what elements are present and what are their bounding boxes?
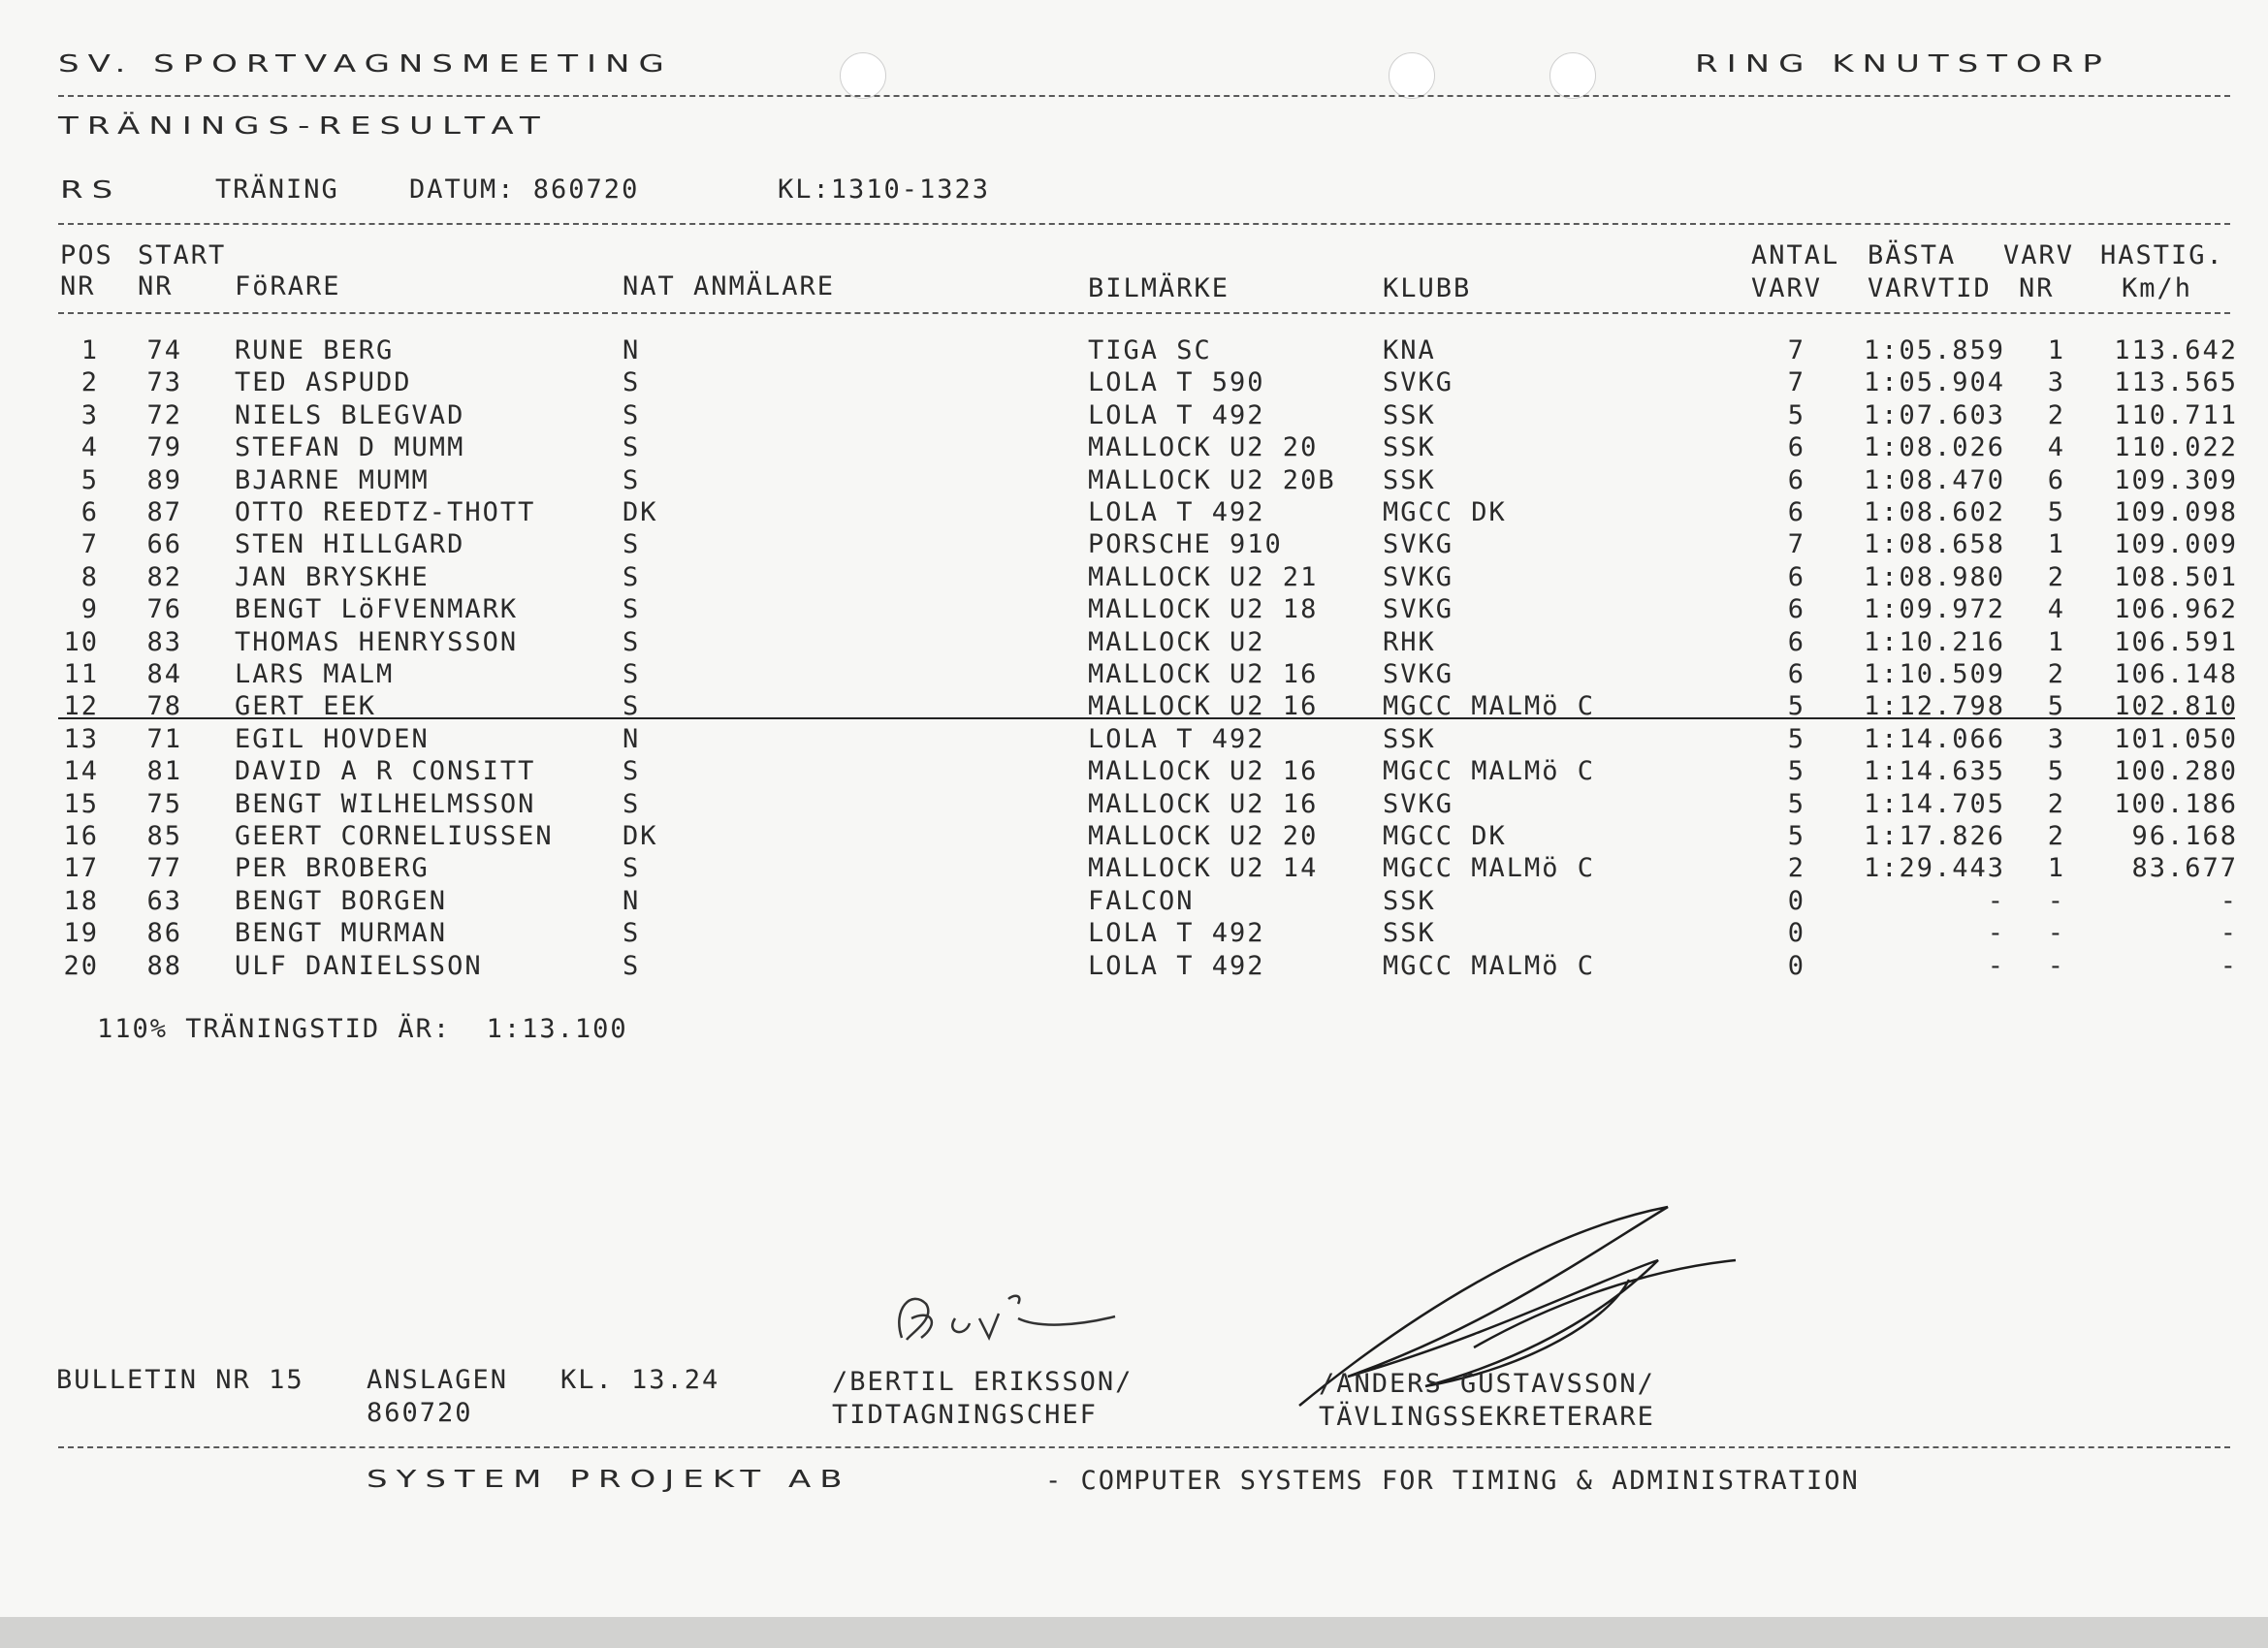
cell-driver: TED ASPUDD	[235, 367, 412, 398]
session-label: TRÄNING	[215, 174, 339, 205]
cell-laps: 5	[1787, 756, 1805, 787]
cell-nat: S	[623, 918, 641, 949]
col-laps-top: ANTAL	[1751, 240, 1840, 270]
cell-car: LOLA T 590	[1088, 367, 1265, 398]
table-row	[0, 885, 2268, 917]
cell-lap: -	[2047, 950, 2065, 981]
cell-pos: 9	[80, 594, 99, 625]
signer1-name: /BERTIL ERIKSSON/	[832, 1367, 1134, 1397]
cell-car: PORSCHE 910	[1088, 529, 1283, 560]
cell-laps: 6	[1787, 659, 1805, 689]
cell-speed: -	[2220, 950, 2238, 981]
cell-driver: THOMAS HENRYSSON	[235, 626, 519, 657]
posted-date: 860720	[367, 1398, 473, 1428]
cell-lap: 2	[2047, 659, 2065, 689]
cell-laps: 0	[1787, 918, 1805, 949]
cell-laps: 5	[1787, 691, 1805, 722]
time-label: KL:1310-1323	[778, 174, 991, 205]
cell-best: 1:08.980	[1863, 561, 2005, 592]
cell-best: -	[1987, 885, 2005, 916]
table-row	[0, 755, 2268, 787]
cell-club: SVKG	[1383, 367, 1454, 398]
cell-driver: STEFAN D MUMM	[235, 432, 465, 463]
cell-nat: S	[623, 594, 641, 625]
cell-start: 78	[146, 691, 182, 722]
table-row	[0, 366, 2268, 398]
table-row	[0, 528, 2268, 560]
cell-laps: 7	[1787, 367, 1805, 398]
cell-club: MGCC MALMö C	[1383, 756, 1596, 787]
cell-club: RHK	[1383, 626, 1436, 657]
cell-speed: 109.009	[2114, 529, 2238, 560]
cell-club: MGCC DK	[1383, 497, 1507, 527]
cell-nat: S	[623, 950, 641, 981]
cell-start: 66	[146, 529, 182, 560]
cell-driver: STEN HILLGARD	[235, 529, 465, 560]
scan-edge	[0, 1617, 2268, 1648]
divider	[58, 223, 2230, 225]
cell-driver: BJARNE MUMM	[235, 464, 430, 495]
cell-car: MALLOCK U2	[1088, 626, 1265, 657]
cell-laps: 2	[1787, 853, 1805, 884]
cell-nat: S	[623, 561, 641, 592]
cell-car: MALLOCK U2 21	[1088, 561, 1319, 592]
col-driver: FöRARE	[235, 271, 341, 301]
cell-laps: 6	[1787, 497, 1805, 527]
cell-lap: 5	[2047, 756, 2065, 787]
cell-laps: 6	[1787, 464, 1805, 495]
cell-nat: S	[623, 691, 641, 722]
cell-best: 1:09.972	[1863, 594, 2005, 625]
table-row	[0, 399, 2268, 431]
cell-club: SVKG	[1383, 594, 1454, 625]
cell-pos: 1	[80, 335, 99, 365]
cell-pos: 20	[63, 950, 99, 981]
bulletin-number: BULLETIN NR 15	[56, 1365, 304, 1395]
cell-speed: 83.677	[2131, 853, 2238, 884]
cell-nat: S	[623, 756, 641, 787]
cell-pos: 18	[63, 885, 99, 916]
cell-lap: 1	[2047, 626, 2065, 657]
cell-car: MALLOCK U2 18	[1088, 594, 1319, 625]
cell-start: 71	[146, 723, 182, 754]
cell-car: MALLOCK U2 20	[1088, 432, 1319, 463]
cell-club: SVKG	[1383, 529, 1454, 560]
cell-nat: S	[623, 788, 641, 819]
cell-club: SSK	[1383, 723, 1436, 754]
company-name: SYSTEM PROJEKT AB	[367, 1465, 851, 1494]
cell-start: 74	[146, 335, 182, 365]
cell-start: 73	[146, 367, 182, 398]
col-best-top: BÄSTA	[1868, 240, 1957, 270]
cell-driver: PER BROBERG	[235, 853, 430, 884]
divider	[58, 95, 2230, 97]
cell-speed: 109.098	[2114, 497, 2238, 527]
cell-pos: 14	[63, 756, 99, 787]
cell-best: 1:14.635	[1863, 756, 2005, 787]
col-speed-top: HASTIG.	[2100, 240, 2224, 270]
cell-club: SSK	[1383, 885, 1436, 916]
cell-car: MALLOCK U2 16	[1088, 756, 1319, 787]
cell-pos: 3	[80, 399, 99, 430]
col-club: KLUBB	[1383, 273, 1472, 303]
cell-club: SVKG	[1383, 659, 1454, 689]
cell-lap: 1	[2047, 853, 2065, 884]
table-row	[0, 561, 2268, 593]
date-label: DATUM: 860720	[409, 174, 640, 205]
cell-laps: 6	[1787, 561, 1805, 592]
cell-speed: 102.810	[2114, 691, 2238, 722]
cell-lap: -	[2047, 885, 2065, 916]
cell-start: 77	[146, 853, 182, 884]
cell-car: MALLOCK U2 20	[1088, 821, 1319, 851]
table-row	[0, 496, 2268, 528]
cell-start: 84	[146, 659, 182, 689]
cell-speed: 108.501	[2114, 561, 2238, 592]
cell-pos: 15	[63, 788, 99, 819]
cell-best: -	[1987, 918, 2005, 949]
cell-best: 1:10.216	[1863, 626, 2005, 657]
cell-laps: 5	[1787, 788, 1805, 819]
signer1-title: TIDTAGNINGSCHEF	[832, 1400, 1098, 1430]
cell-car: FALCON	[1088, 885, 1195, 916]
table-row	[0, 431, 2268, 463]
cell-best: 1:14.066	[1863, 723, 2005, 754]
cell-driver: DAVID A R CONSITT	[235, 756, 536, 787]
cell-car: LOLA T 492	[1088, 399, 1265, 430]
cell-lap: 4	[2047, 594, 2065, 625]
cell-speed: 96.168	[2131, 821, 2238, 851]
cell-pos: 5	[80, 464, 99, 495]
cell-pos: 17	[63, 853, 99, 884]
cell-club: SVKG	[1383, 561, 1454, 592]
cell-club: KNA	[1383, 335, 1436, 365]
cell-start: 87	[146, 497, 182, 527]
cell-laps: 7	[1787, 529, 1805, 560]
cell-car: MALLOCK U2 14	[1088, 853, 1319, 884]
event-title: SV. SPORTVAGNSMEETING	[58, 49, 673, 79]
cell-start: 89	[146, 464, 182, 495]
cell-speed: 106.962	[2114, 594, 2238, 625]
cell-nat: S	[623, 399, 641, 430]
cell-nat: S	[623, 853, 641, 884]
page-subtitle: TRÄNINGS-RESULTAT	[58, 111, 549, 141]
col-nat-entrant: NAT ANMÄLARE	[623, 271, 836, 301]
cell-lap: 5	[2047, 497, 2065, 527]
cell-best: 1:29.443	[1863, 853, 2005, 884]
col-start-bottom: NR	[138, 271, 174, 301]
divider	[58, 312, 2230, 314]
cell-best: 1:05.904	[1863, 367, 2005, 398]
cell-nat: N	[623, 885, 641, 916]
posted-label: ANSLAGEN	[367, 1365, 509, 1395]
table-row	[0, 723, 2268, 755]
venue-title: RING KNUTSTORP	[1695, 49, 2111, 79]
cell-speed: 113.565	[2114, 367, 2238, 398]
signer2-title: TÄVLINGSSEKRETERARE	[1319, 1402, 1655, 1432]
cell-start: 85	[146, 821, 182, 851]
cell-nat: S	[623, 529, 641, 560]
cell-speed: 106.591	[2114, 626, 2238, 657]
cell-speed: -	[2220, 885, 2238, 916]
cell-driver: RUNE BERG	[235, 335, 395, 365]
cell-car: MALLOCK U2 16	[1088, 691, 1319, 722]
cell-speed: 101.050	[2114, 723, 2238, 754]
cell-best: 1:05.859	[1863, 335, 2005, 365]
cell-start: 83	[146, 626, 182, 657]
cell-driver: LARS MALM	[235, 659, 395, 689]
cell-pos: 19	[63, 918, 99, 949]
cell-driver: GERT EEK	[235, 691, 377, 722]
cell-lap: 6	[2047, 464, 2065, 495]
divider	[58, 1446, 2230, 1448]
col-lapnr-top: VARV	[2003, 240, 2075, 270]
col-speed-bottom: Km/h	[2122, 273, 2193, 303]
cell-best: 1:08.602	[1863, 497, 2005, 527]
cell-speed: -	[2220, 918, 2238, 949]
col-pos-top: POS	[60, 240, 113, 270]
cell-car: LOLA T 492	[1088, 497, 1265, 527]
cell-best: 1:07.603	[1863, 399, 2005, 430]
cell-best: 1:14.705	[1863, 788, 2005, 819]
col-car: BILMÄRKE	[1088, 273, 1230, 303]
cell-best: 1:12.798	[1863, 691, 2005, 722]
cell-lap: 4	[2047, 432, 2065, 463]
cell-nat: DK	[623, 821, 658, 851]
col-pos-bottom: NR	[60, 271, 96, 301]
cell-start: 72	[146, 399, 182, 430]
cell-club: SSK	[1383, 464, 1436, 495]
col-best-bottom: VARVTID	[1868, 273, 1992, 303]
posted-time: KL. 13.24	[560, 1365, 720, 1395]
cell-speed: 100.186	[2114, 788, 2238, 819]
cell-pos: 12	[63, 691, 99, 722]
cell-driver: NIELS BLEGVAD	[235, 399, 465, 430]
cell-club: SSK	[1383, 918, 1436, 949]
cell-best: -	[1987, 950, 2005, 981]
cell-pos: 7	[80, 529, 99, 560]
cell-laps: 6	[1787, 432, 1805, 463]
table-row	[0, 917, 2268, 949]
cell-lap: 3	[2047, 723, 2065, 754]
cell-car: LOLA T 492	[1088, 918, 1265, 949]
cell-driver: BENGT WILHELMSSON	[235, 788, 536, 819]
cell-lap: 2	[2047, 821, 2065, 851]
cell-lap: 3	[2047, 367, 2065, 398]
cell-pos: 6	[80, 497, 99, 527]
table-row	[0, 626, 2268, 658]
cell-club: MGCC MALMö C	[1383, 691, 1596, 722]
cell-pos: 16	[63, 821, 99, 851]
cell-lap: 5	[2047, 691, 2065, 722]
cell-car: TIGA SC	[1088, 335, 1212, 365]
cell-nat: S	[623, 367, 641, 398]
cell-laps: 7	[1787, 335, 1805, 365]
cell-start: 63	[146, 885, 182, 916]
cell-pos: 11	[63, 659, 99, 689]
cell-nat: S	[623, 626, 641, 657]
cell-driver: OTTO REEDTZ-THOTT	[235, 497, 536, 527]
cell-laps: 0	[1787, 950, 1805, 981]
cell-car: LOLA T 492	[1088, 950, 1265, 981]
cell-pos: 10	[63, 626, 99, 657]
cell-start: 82	[146, 561, 182, 592]
cell-start: 86	[146, 918, 182, 949]
cell-car: LOLA T 492	[1088, 723, 1265, 754]
cell-nat: S	[623, 432, 641, 463]
punch-hole	[1549, 52, 1596, 99]
cell-speed: 110.022	[2114, 432, 2238, 463]
cell-speed: 113.642	[2114, 335, 2238, 365]
cell-club: SSK	[1383, 399, 1436, 430]
cell-pos: 2	[80, 367, 99, 398]
cell-driver: BENGT BORGEN	[235, 885, 448, 916]
cell-driver: BENGT MURMAN	[235, 918, 448, 949]
cell-laps: 0	[1787, 885, 1805, 916]
cell-club: MGCC MALMö C	[1383, 853, 1596, 884]
cell-lap: 2	[2047, 788, 2065, 819]
col-start-top: START	[138, 240, 227, 270]
cell-laps: 5	[1787, 399, 1805, 430]
cell-lap: 2	[2047, 561, 2065, 592]
cell-lap: 1	[2047, 335, 2065, 365]
punch-hole	[1389, 52, 1435, 99]
cell-start: 79	[146, 432, 182, 463]
table-row	[0, 464, 2268, 496]
cell-speed: 109.309	[2114, 464, 2238, 495]
cell-club: MGCC MALMö C	[1383, 950, 1596, 981]
cell-nat: S	[623, 659, 641, 689]
punch-hole	[840, 52, 886, 99]
cell-lap: -	[2047, 918, 2065, 949]
class-label: RS	[60, 175, 122, 205]
cell-driver: ULF DANIELSSON	[235, 950, 483, 981]
cell-car: MALLOCK U2 20B	[1088, 464, 1336, 495]
cell-laps: 5	[1787, 821, 1805, 851]
cell-laps: 6	[1787, 594, 1805, 625]
cell-pos: 4	[80, 432, 99, 463]
cell-driver: EGIL HOVDEN	[235, 723, 430, 754]
cell-lap: 2	[2047, 399, 2065, 430]
cell-nat: N	[623, 723, 641, 754]
cell-club: SVKG	[1383, 788, 1454, 819]
cell-club: SSK	[1383, 432, 1436, 463]
cell-speed: 110.711	[2114, 399, 2238, 430]
cell-car: MALLOCK U2 16	[1088, 659, 1319, 689]
cell-speed: 106.148	[2114, 659, 2238, 689]
cell-best: 1:08.658	[1863, 529, 2005, 560]
qualifying-note: 110% TRÄNINGSTID ÄR: 1:13.100	[97, 1014, 628, 1044]
table-row	[0, 788, 2268, 820]
cell-start: 75	[146, 788, 182, 819]
cell-pos: 13	[63, 723, 99, 754]
cell-best: 1:08.026	[1863, 432, 2005, 463]
cell-start: 81	[146, 756, 182, 787]
cell-nat: N	[623, 335, 641, 365]
cell-pos: 8	[80, 561, 99, 592]
cell-best: 1:10.509	[1863, 659, 2005, 689]
cell-lap: 1	[2047, 529, 2065, 560]
signature-bertil-eriksson	[873, 1280, 1164, 1367]
col-lapnr-bottom: NR	[2019, 273, 2055, 303]
table-row	[0, 852, 2268, 884]
cell-speed: 100.280	[2114, 756, 2238, 787]
table-row	[0, 820, 2268, 852]
cell-driver: BENGT LöFVENMARK	[235, 594, 519, 625]
cell-laps: 6	[1787, 626, 1805, 657]
company-tagline: - COMPUTER SYSTEMS FOR TIMING & ADMINISTRATION	[1045, 1466, 1860, 1496]
table-row	[0, 950, 2268, 982]
cell-start: 76	[146, 594, 182, 625]
cell-start: 88	[146, 950, 182, 981]
cell-best: 1:17.826	[1863, 821, 2005, 851]
table-row	[0, 658, 2268, 690]
cell-best: 1:08.470	[1863, 464, 2005, 495]
table-row	[0, 334, 2268, 366]
cell-driver: JAN BRYSKHE	[235, 561, 430, 592]
cell-nat: DK	[623, 497, 658, 527]
cell-driver: GEERT CORNELIUSSEN	[235, 821, 554, 851]
signer2-name: /ANDERS GUSTAVSSON/	[1319, 1369, 1655, 1399]
table-row	[0, 593, 2268, 625]
cell-nat: S	[623, 464, 641, 495]
cell-car: MALLOCK U2 16	[1088, 788, 1319, 819]
cell-laps: 5	[1787, 723, 1805, 754]
cell-club: MGCC DK	[1383, 821, 1507, 851]
col-laps-bottom: VARV	[1751, 273, 1823, 303]
qualifying-cutoff-line	[58, 717, 2235, 719]
